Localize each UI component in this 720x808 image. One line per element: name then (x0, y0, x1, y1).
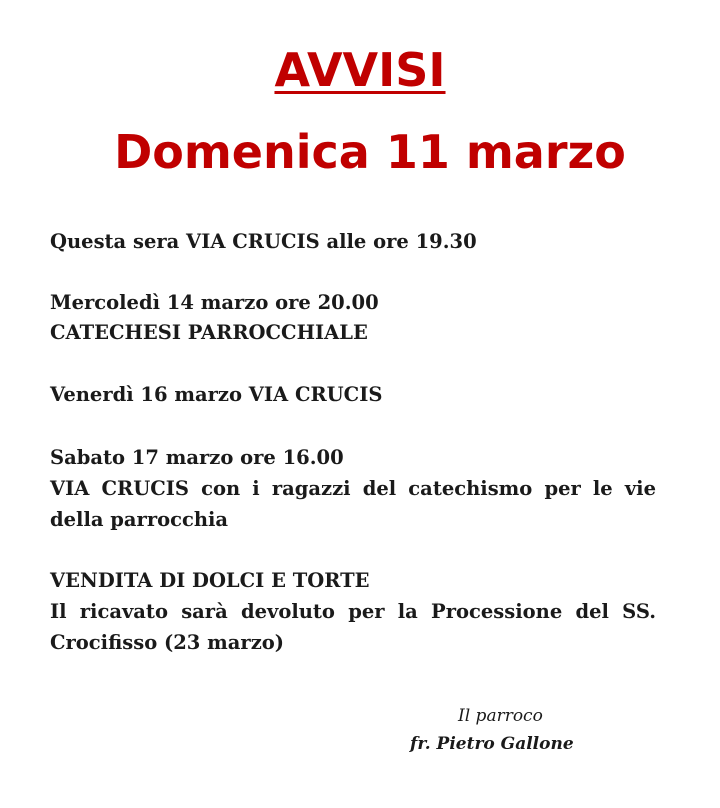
notice-line: CATECHESI PARROCCHIALE (50, 321, 368, 344)
signature-name: fr. Pietro Gallone (410, 734, 574, 754)
notice-line: Crocifisso (23 marzo) (50, 631, 285, 654)
signature-role: Il parroco (458, 706, 543, 726)
notice-line: Sabato 17 marzo ore 16.00 (50, 446, 344, 469)
notice-line: Il ricavato sarà devoluto per la Processione del SS. (50, 600, 656, 623)
page-date-heading: Domenica 11 marzo (114, 125, 626, 179)
notice-line: VIA CRUCIS con i ragazzi del catechismo per le vie (50, 477, 656, 500)
notice-line: Questa sera VIA CRUCIS alle ore 19.30 (50, 230, 477, 253)
notice-line: Venerdì 16 marzo VIA CRUCIS (50, 383, 383, 406)
notice-line: Mercoledì 14 marzo ore 20.00 (50, 291, 379, 314)
notice-line: VENDITA DI DOLCI E TORTE (50, 569, 370, 592)
page-title: AVVISI (274, 43, 446, 97)
notice-line: della parrocchia (50, 508, 229, 531)
